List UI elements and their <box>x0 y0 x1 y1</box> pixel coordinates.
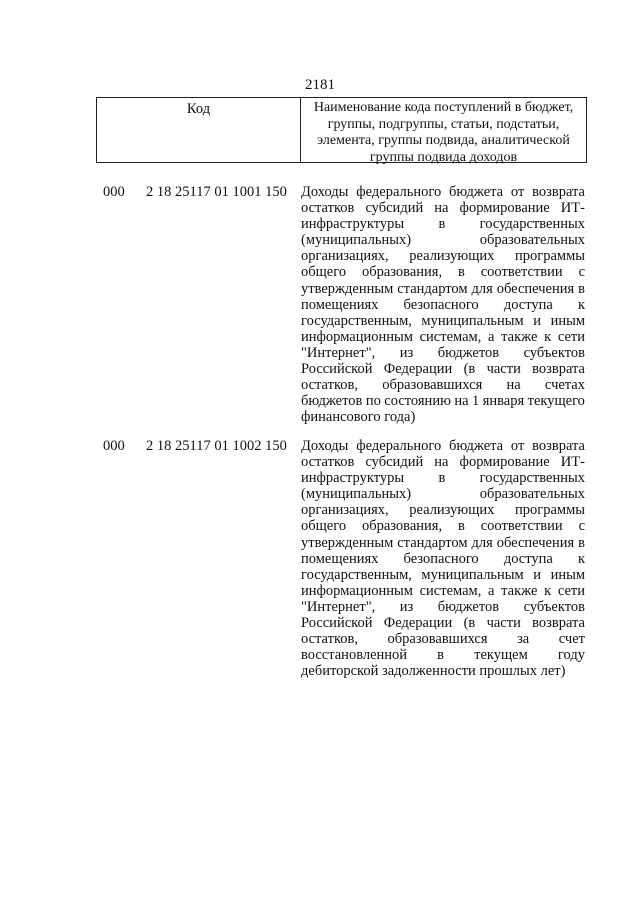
description-line: информационным системам, а также к сети <box>301 328 585 345</box>
description-line: остатков, образовавшихся за счет <box>301 631 585 648</box>
description-line: государственным, муниципальным и иным <box>301 566 585 583</box>
header-code-label: Код <box>97 98 301 162</box>
description-line: организациях, реализующих программы <box>301 502 585 519</box>
description-line: Российской Федерации (в части возврата <box>301 361 585 378</box>
description-line: Доходы федерального бюджета от возврата <box>301 438 585 454</box>
table-header <box>96 97 587 163</box>
description-line: утвержденным стандартом для обеспечения в <box>301 280 585 297</box>
description-line: Доходы федерального бюджета от возврата <box>301 184 585 200</box>
description-line: "Интернет", из бюджетов субъектов <box>301 344 585 361</box>
admin-code: 000 <box>103 438 125 454</box>
income-code: 2 18 25117 01 1002 150 <box>146 438 287 454</box>
description-line: государственным, муниципальным и иным <box>301 312 585 329</box>
description-line: инфраструктуры в государственных <box>301 216 585 233</box>
description-line: Российской Федерации (в части возврата <box>301 615 585 632</box>
description-line: (муниципальных) образовательных <box>301 232 585 249</box>
description-line: финансового года) <box>301 409 416 426</box>
income-code: 2 18 25117 01 1001 150 <box>146 184 287 200</box>
description-line: "Интернет", из бюджетов субъектов <box>301 598 585 615</box>
description-line: организациях, реализующих программы <box>301 248 585 265</box>
description-line: дебиторской задолженности прошлых лет) <box>301 663 566 680</box>
description-line: остатков субсидий на формирование ИТ- <box>301 200 585 217</box>
description-line: остатков субсидий на формирование ИТ- <box>301 454 585 471</box>
header-name-label: Наименование кода поступлений в бюджет, группы, подгруппы, статьи, подстатьи, элемента, группы подвида, аналитической группы подвида доходов <box>313 100 574 165</box>
description-line: общего образования, в соответствии с <box>301 518 585 535</box>
description-line: информационным системам, а также к сети <box>301 582 585 599</box>
admin-code: 000 <box>103 184 125 200</box>
description-line: инфраструктуры в государственных <box>301 470 585 487</box>
description-line: помещениях безопасного доступа к <box>301 550 585 567</box>
income-description <box>301 438 585 679</box>
description-line: (муниципальных) образовательных <box>301 486 585 503</box>
description-line: общего образования, в соответствии с <box>301 264 585 281</box>
description-line: утвержденным стандартом для обеспечения в <box>301 534 585 551</box>
description-line: бюджетов по состоянию на 1 января текущего <box>301 393 585 410</box>
income-description <box>301 184 585 425</box>
description-line: остатков, образовавшихся на счетах <box>301 377 585 394</box>
page-number: 2181 <box>305 77 335 93</box>
description-line: восстановленной в текущем году <box>301 647 585 664</box>
description-line: помещениях безопасного доступа к <box>301 296 585 313</box>
